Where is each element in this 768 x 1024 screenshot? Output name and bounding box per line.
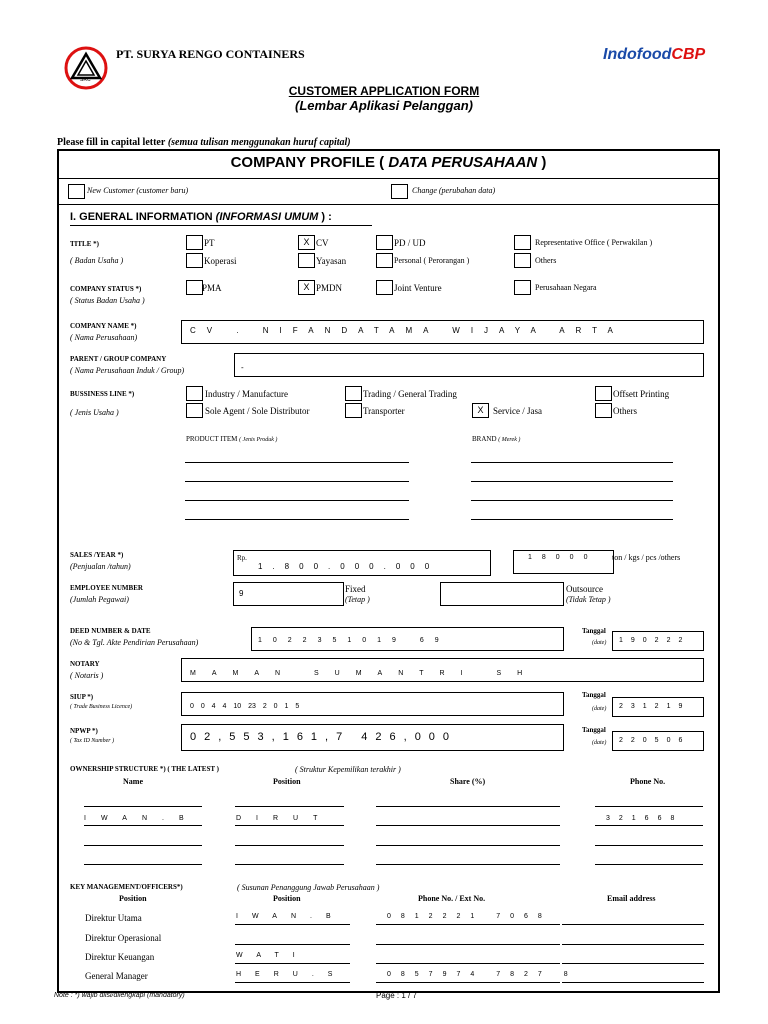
company-name-label: COMPANY NAME *) <box>70 322 137 330</box>
parent-field[interactable]: - <box>234 353 704 377</box>
product-line-3[interactable] <box>185 500 409 501</box>
brand-line-1[interactable] <box>471 462 673 463</box>
product-line-2[interactable] <box>185 481 409 482</box>
title-others-checkbox[interactable] <box>514 253 531 268</box>
employee-fixed-field[interactable]: 9 <box>233 582 344 606</box>
new-customer-checkbox[interactable] <box>68 184 85 199</box>
mgmt-1-phone[interactable]: 0812221 7068 <box>387 913 552 920</box>
change-label: Change (perubahan data) <box>412 186 496 195</box>
title-koperasi-checkbox[interactable] <box>186 253 203 268</box>
parent-sub: ( Nama Perusahaan Induk / Group) <box>70 366 185 375</box>
business-service-checkbox[interactable]: X <box>472 403 489 418</box>
sales-sub: (Penjualan /tahun) <box>70 562 131 571</box>
business-agent-checkbox[interactable] <box>186 403 203 418</box>
deed-label: DEED NUMBER & DATE <box>70 627 151 635</box>
ownership-label: OWNERSHIP STRUCTURE *) ( THE LATEST ) <box>70 765 219 773</box>
form-subtitle: (Lembar Aplikasi Pelanggan) <box>295 98 473 113</box>
mgmt-4-phone[interactable]: 0857974 7827 8 <box>387 971 578 978</box>
business-sub: ( Jenis Usaha ) <box>70 408 119 417</box>
page-number: Page : 1 / 7 <box>376 991 417 1000</box>
siup-field[interactable]: 0 0 4 4 10 23 2 0 1 5 <box>181 692 564 716</box>
ownership-sub: ( Struktur Kepemilikan terakhir ) <box>295 765 401 774</box>
form-title: CUSTOMER APPLICATION FORM <box>288 84 480 98</box>
npwp-sub: ( Tax ID Number ) <box>70 738 115 744</box>
status-pma-checkbox[interactable] <box>186 280 203 295</box>
business-industry-checkbox[interactable] <box>186 386 203 401</box>
title-rep-checkbox[interactable] <box>514 235 531 250</box>
company-name-sub: ( Nama Perusahaan) <box>70 333 138 342</box>
mgmt-1-title: Direktur Utama <box>85 913 142 923</box>
npwp-date-field[interactable]: 220506 <box>612 731 704 751</box>
npwp-label: NPWP *) <box>70 727 98 735</box>
mgmt-1-name[interactable]: IWAN.B <box>236 913 345 920</box>
company-name-field[interactable]: CV . NIFANDATAMA WIJAYA ARTA <box>181 320 704 344</box>
change-checkbox[interactable] <box>391 184 408 199</box>
owner-1-name[interactable]: IWAN.B <box>84 815 199 822</box>
title-yayasan-checkbox[interactable] <box>298 253 315 268</box>
business-label: BUSSINESS LINE *) <box>70 390 135 398</box>
title-label: TITLE *) <box>70 240 99 248</box>
management-label: KEY MANAGEMENT/OFFICERS*) <box>70 883 183 891</box>
footer-note: Note : *) wajib diisi/dilengkapi (mandatory) <box>54 992 185 999</box>
employee-outsource-field[interactable] <box>440 582 564 606</box>
status-negara-checkbox[interactable] <box>514 280 531 295</box>
siup-date-field[interactable]: 231219 <box>612 697 704 717</box>
deed-date-field[interactable]: 190222 <box>612 631 704 651</box>
sales-unit: ton / kgs / pcs /others <box>612 553 681 562</box>
instruction: Please fill in capital letter (semua tulisan menggunakan huruf capital) <box>57 137 351 148</box>
siup-sub: ( Trade Business Licence) <box>70 704 133 710</box>
employee-sub: (Jumlah Pegawai) <box>70 595 129 604</box>
product-line-1[interactable] <box>185 462 409 463</box>
status-jv-checkbox[interactable] <box>376 280 393 295</box>
npwp-field[interactable]: 02,553,161,7 426,000 <box>181 724 564 751</box>
fixed-label: Fixed <box>345 584 366 594</box>
brand-line-3[interactable] <box>471 500 673 501</box>
siup-label: SIUP *) <box>70 693 94 701</box>
title-personal-checkbox[interactable] <box>376 253 393 268</box>
outsource-label: Outsource <box>566 584 603 594</box>
deed-field[interactable]: 1022351019 69 <box>251 627 564 651</box>
mgmt-3-title: Direktur Keuangan <box>85 952 155 962</box>
parent-label: PARENT / GROUP COMPANY <box>70 355 167 363</box>
brand-line-2[interactable] <box>471 481 673 482</box>
sales-label: SALES /YEAR *) <box>70 551 124 559</box>
mgmt-4-name[interactable]: HERU.S <box>236 971 347 978</box>
business-offset-checkbox[interactable] <box>595 386 612 401</box>
company-header-name: PT. SURYA RENGO CONTAINERS <box>116 47 305 61</box>
notary-field[interactable]: MAMAN SUMANTRI SH <box>181 658 704 682</box>
status-sub: ( Status Badan Usaha ) <box>70 296 145 305</box>
outsource-sub: (Tidak Tetap ) <box>566 595 611 604</box>
mgmt-3-name[interactable]: WATI <box>236 952 309 959</box>
deed-sub: (No & Tgl. Akte Pendirian Perusahaan) <box>70 638 199 647</box>
logo-text: SRC <box>80 77 91 83</box>
title-cv-checkbox[interactable]: X <box>298 235 315 250</box>
owner-1-position[interactable]: DIRUT <box>236 815 333 822</box>
title-sub: ( Badan Usaha ) <box>70 256 124 265</box>
notary-sub: ( Notaris ) <box>70 671 104 680</box>
title-pdud-checkbox[interactable] <box>376 235 393 250</box>
management-sub: ( Susunan Penanggung Jawab Perusahaan ) <box>237 883 380 892</box>
product-line-4[interactable] <box>185 519 409 520</box>
notary-label: NOTARY <box>70 660 100 668</box>
brand-label: BRAND ( Merek ) <box>472 435 521 443</box>
status-pmdn-checkbox[interactable]: X <box>298 280 315 295</box>
business-transporter-checkbox[interactable] <box>345 403 362 418</box>
status-label: COMPANY STATUS *) <box>70 285 142 293</box>
business-others-checkbox[interactable] <box>595 403 612 418</box>
employee-label: EMPLOYEE NUMBER <box>70 584 143 592</box>
mgmt-2-title: Direktur Operasional <box>85 933 162 943</box>
sales-field[interactable]: Rp. 1.800.000.000 <box>233 550 491 576</box>
title-pt-checkbox[interactable] <box>186 235 203 250</box>
sales-qty-field[interactable]: 18000 <box>513 550 614 574</box>
mgmt-4-title: General Manager <box>85 971 148 981</box>
profile-title: COMPANY PROFILE ( DATA PERUSAHAAN ) <box>230 154 547 171</box>
business-trading-checkbox[interactable] <box>345 386 362 401</box>
owner-1-phone[interactable]: 321668 <box>606 815 684 822</box>
section-general-info: I. GENERAL INFORMATION (INFORMASI UMUM ) : <box>70 211 332 223</box>
new-customer-label: New Customer (customer baru) <box>87 186 189 195</box>
product-item-label: PRODUCT ITEM ( Jenis Produk ) <box>186 435 278 443</box>
fixed-sub: (Tetap ) <box>345 595 370 604</box>
indofood-logo: IndofoodCBP <box>603 46 706 63</box>
brand-line-4[interactable] <box>471 519 673 520</box>
